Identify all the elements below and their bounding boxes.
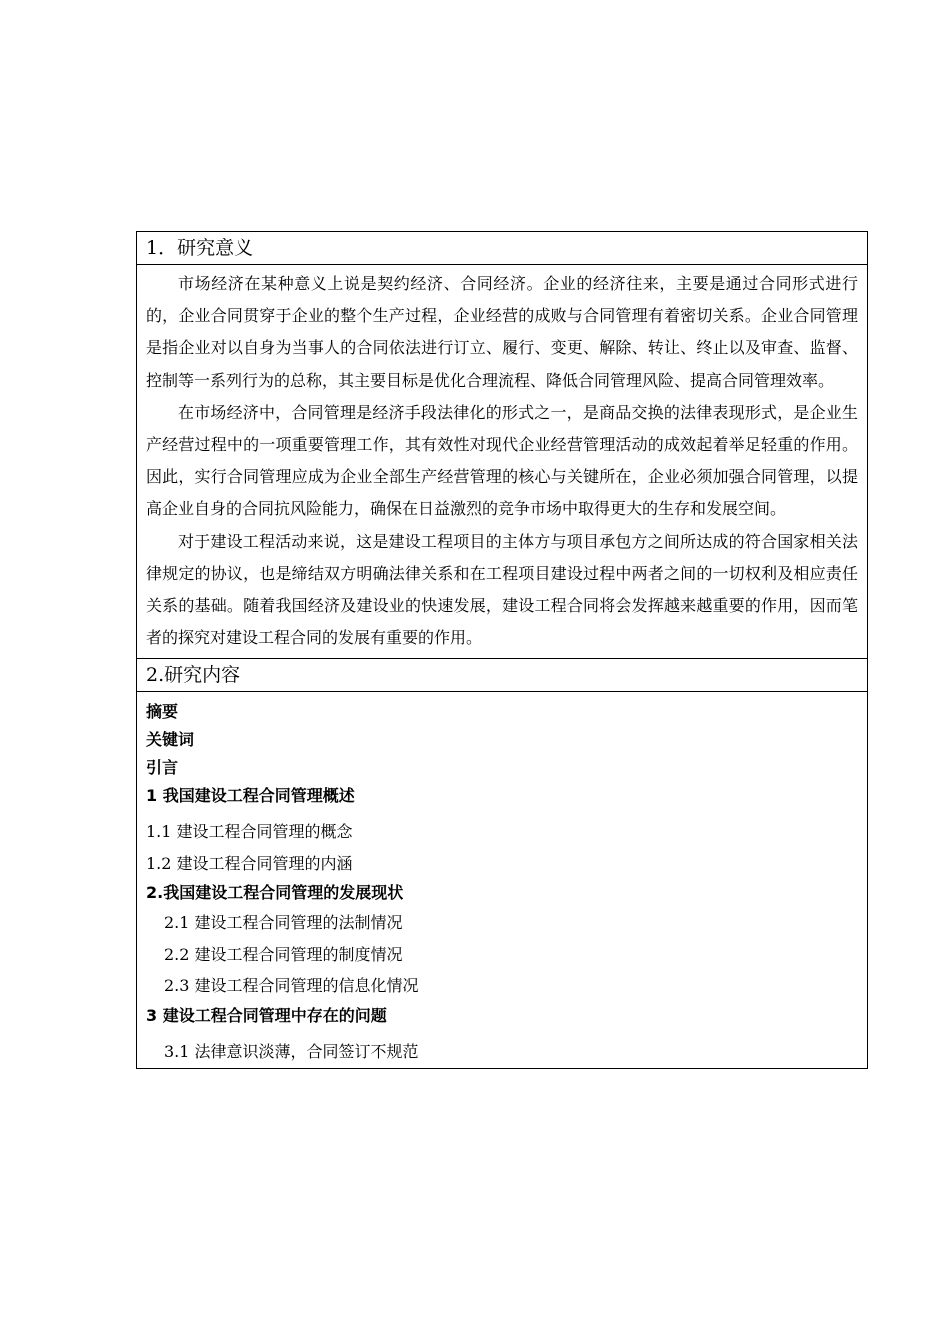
section-2-heading: 2.研究内容: [137, 659, 867, 692]
section-1-heading: 1．研究意义: [137, 232, 867, 265]
outline-item-3-1: 3.1 法律意识淡薄，合同签订不规范: [164, 1041, 419, 1061]
outline-item-2-1: 2.1 建设工程合同管理的法制情况: [164, 913, 403, 933]
outline-item-2-2: 2.2 建设工程合同管理的制度情况: [164, 944, 403, 964]
outline-item-1-2: 1.2 建设工程合同管理的内涵: [146, 853, 353, 873]
paragraph: 在市场经济中，合同管理是经济手段法律化的形式之一，是商品交换的法律表现形式，是企业生产经营过程中的一项重要管理工作，其有效性对现代企业经营管理活动的成效起着举足轻重的作用。因此，实行合同管理应成为企业全部生产经营管理的核心与关键所在，企业必须加强合同管理，以提高企业自身的合同抗风险能力，确保在日益激烈的竞争市场中取得更大的生存和发展空间。: [146, 402, 858, 519]
section-1-body: [137, 265, 867, 659]
paragraph: 市场经济在某种意义上说是契约经济、合同经济。企业的经济往来，主要是通过合同形式进行的，企业合同贯穿于企业的整个生产过程，企业经营的成败与合同管理有着密切关系。企业合同管理是指企业对以自身为当事人的合同依法进行订立、履行、变更、解除、转让、终止以及审查、监督、控制等一系列行为的总称，其主要目标是优化合理流程、降低合同管理风险、提高合同管理效率。: [146, 274, 858, 390]
outline-item-1-1: 1.1 建设工程合同管理的概念: [146, 822, 353, 842]
outline-intro: 引言: [146, 758, 179, 778]
outline-item-2-3: 2.3 建设工程合同管理的信息化情况: [164, 976, 419, 996]
outline-chapter-1: 1 我国建设工程合同管理概述: [146, 786, 355, 806]
outline-abstract: 摘要: [146, 702, 179, 722]
section-2-outline: [137, 692, 867, 1068]
paragraph: 对于建设工程活动来说，这是建设工程项目的主体方与项目承包方之间所达成的符合国家相关法律规定的协议，也是缔结双方明确法律关系和在工程项目建设过程中两者之间的一切权利及相应责任关系的基础。随着我国经济及建设业的快速发展，建设工程合同将会发挥越来越重要的作用，因而笔者的探究对建设工程合同的发展有重要的作用。: [146, 531, 858, 648]
outline-keywords: 关键词: [146, 730, 195, 750]
proposal-table: [136, 231, 868, 1069]
outline-chapter-3: 3 建设工程合同管理中存在的问题: [146, 1005, 387, 1025]
outline-chapter-2: 2.我国建设工程合同管理的发展现状: [146, 883, 404, 903]
